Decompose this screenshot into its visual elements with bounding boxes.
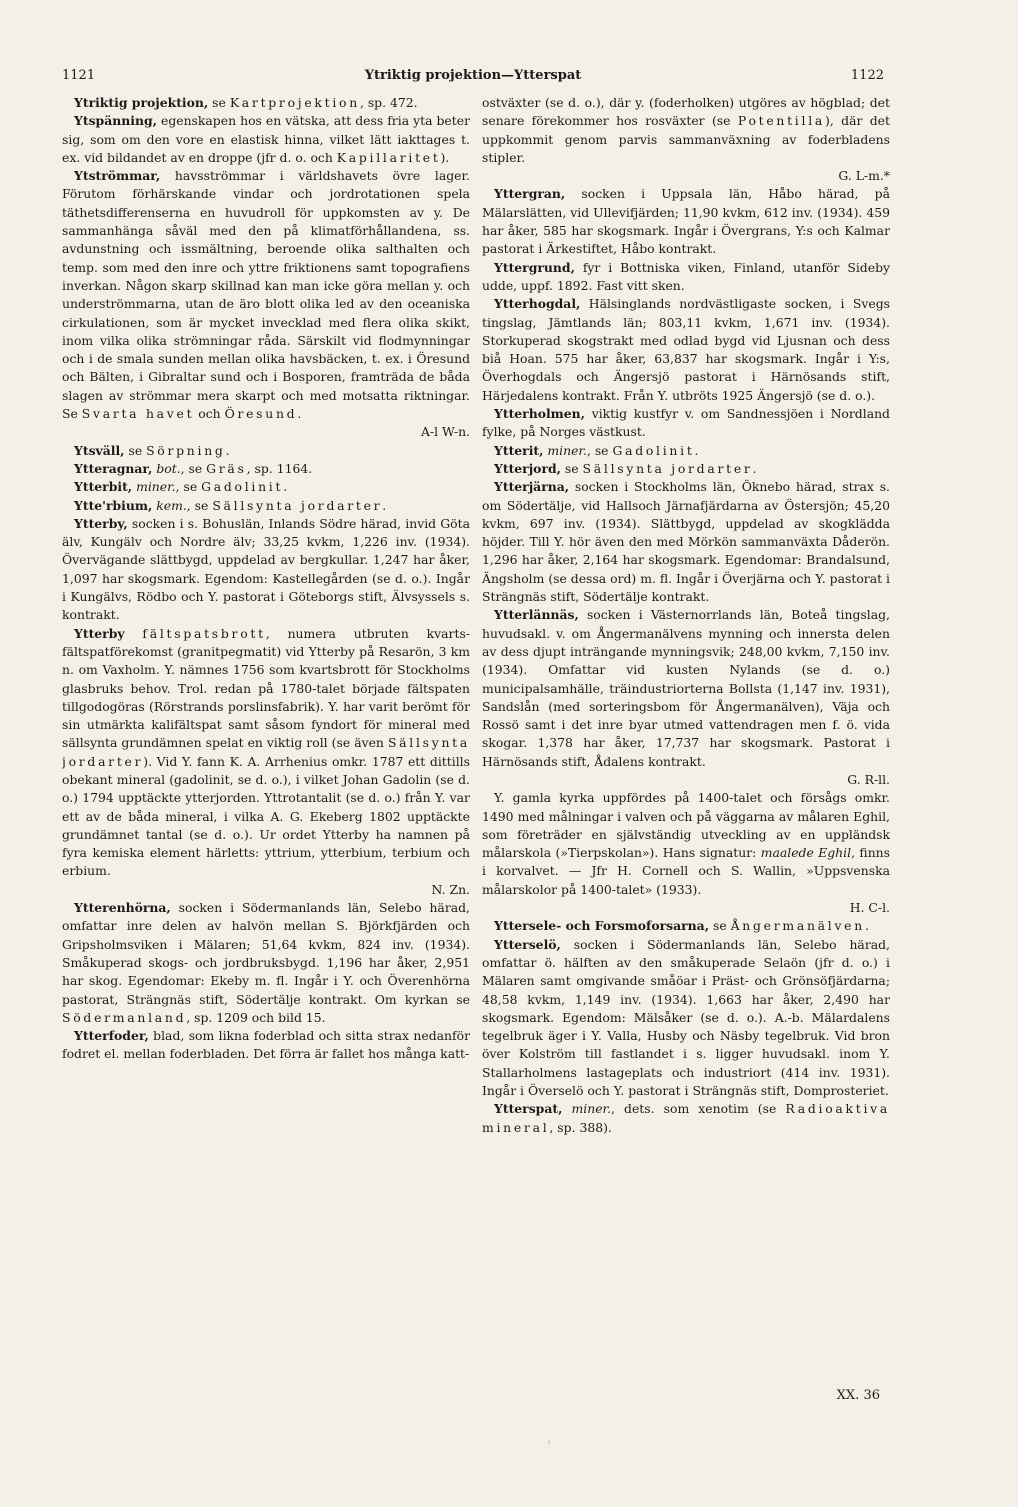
entry-text bbox=[125, 626, 143, 641]
entry-headword: Ytterspat, bbox=[494, 1101, 563, 1117]
entry-text: se bbox=[124, 442, 147, 458]
dictionary-entry bbox=[62, 497, 470, 515]
entry-text: socken i Västernorrlands län, Boteå tingslag, huvudsakl. v. om Ångermanälvens mynning och innersta delen av dess djupt inträngande mynningsvik; 248,00 kvkm, 7,150 inv. (1934). Omfattar vid kusten Nylands (se d. o.) municipalsamhälle, träindustriorterna Bollsta (1,147 inv. 1931), Sandslån (med sorteringsbom för Ångermanälven), Väja och Rossö samt i det inre byar utmed vattendragen men f. ö. vida skogar. 1,378 har åker, 17,737 har skogsmark. Pastorat i Härnösands stift, Ådalens kontrakt. bbox=[482, 607, 890, 769]
dictionary-entry bbox=[482, 936, 890, 1101]
entry-category: miner. bbox=[571, 1101, 612, 1117]
dictionary-entry bbox=[62, 460, 470, 478]
dictionary-entry bbox=[482, 917, 890, 935]
cross-reference: Gadolinit bbox=[201, 479, 284, 495]
cross-reference: Svarta havet bbox=[81, 406, 195, 422]
entry-text: . bbox=[283, 479, 288, 495]
cross-reference: Ångermanälven bbox=[730, 918, 865, 934]
entry-headword: Ytterby, bbox=[74, 515, 128, 531]
entry-text: ostväxter (se d. o.), där y. (foderholken) utgöres av högblad; det senare förekommer hos rosväxter (se bbox=[482, 95, 890, 129]
entry-headword: Ytterfoder, bbox=[74, 1028, 149, 1044]
right-column bbox=[482, 94, 890, 1394]
cross-reference: Radioaktiva mineral bbox=[482, 1101, 890, 1135]
entry-text: , sp. 1164. bbox=[246, 460, 313, 476]
sheet-signature: XX. 36 bbox=[836, 1388, 880, 1403]
entry-category: miner. bbox=[136, 479, 176, 495]
author-signature: H. C-l. bbox=[849, 900, 890, 916]
dictionary-entry bbox=[62, 478, 470, 496]
entry-text: socken i Uppsala län, Håbo härad, på Mälarslätten, vid Ullevifjärden; 11,90 kvkm, 612 inv. (1934). 459 har åker, 585 har skogsmark. Ingår i Övergrans, Y:s och Kalmar pastorat i Ärkestiftet, Håbo kontrakt. bbox=[482, 186, 890, 257]
entry-headword: Ytterselö, bbox=[494, 936, 561, 952]
entry-text: blad, som likna foderblad och sitta strax nedanför fodret el. mellan foderbladen. Det förra är fallet hos många katt- bbox=[62, 1028, 470, 1062]
running-title: Ytriktig projektion—Ytterspat bbox=[364, 68, 582, 83]
cross-reference: Öresund bbox=[224, 406, 298, 422]
cross-reference: Gräs bbox=[206, 460, 247, 476]
dictionary-entry bbox=[62, 94, 470, 112]
author-signature: G. R-ll. bbox=[847, 771, 890, 787]
dictionary-entry bbox=[482, 295, 890, 405]
entry-text: socken i Stockholms län, Öknebo härad, strax s. om Södertälje, vid Hallsoch Järnafjärdarna av Östersjön; 45,20 kvkm, 697 inv. (1934). Slättbygd, uppdelad av skogklädda höjder. Till Y. hör även den med Mörkön sammanväxta Dåderön. 1,296 har åker, 2,164 har skogsmark. Egendomar: Brandalsund, Ängsholm (se dessa ord) m. fl. Ingår i Överjärna och Y. pastorat i Strängnäs stift, Södertälje kontrakt. bbox=[482, 479, 890, 605]
entry-text: se bbox=[560, 460, 583, 476]
dictionary-entry bbox=[482, 1100, 890, 1137]
entry-text: . bbox=[694, 442, 699, 458]
cross-reference: Sällsynta jordarter bbox=[212, 497, 383, 513]
entry-text: , se bbox=[186, 497, 213, 513]
dictionary-entry bbox=[482, 405, 890, 442]
dictionary-entry bbox=[482, 94, 890, 185]
dictionary-entry bbox=[62, 515, 470, 625]
entry-quote: maalede Eghil bbox=[760, 845, 852, 861]
author-signature: N. Zn. bbox=[431, 881, 470, 897]
dictionary-entry bbox=[482, 185, 890, 258]
entry-text: . bbox=[382, 497, 387, 513]
entry-category: kem. bbox=[156, 497, 187, 513]
entry-headword: Ytterit, bbox=[494, 442, 544, 458]
entry-text: socken i Södermanlands län, Selebo härad, omfattar ö. hälften av den småkuperade Selaön (jfr d. o.) i Mälaren samt omgivande småöar i Präst- och Grönsöfjärdarna; 48,58 kvkm, 1,149 inv. (1934). 1,663 har åker, 2,490 har skogsmark. Egendom: Mälsåker (se d. o.). A.-b. Mälardalens tegelbruk äger i Y. Valla, Husby och Näsby tegelbruk. Vid bron över Kolström till fastlandet i s. ligger huvudsakl. inom Y. Stallarholmens lastageplats och industriort (414 inv. 1931). Ingår i Överselö och Y. pastorat i Strängnäs stift, Domprosteriet. bbox=[482, 936, 890, 1099]
entry-text: , sp. 1209 och bild 15. bbox=[186, 1009, 326, 1025]
entry-category: miner. bbox=[547, 442, 587, 458]
stray-mark: ᵢ bbox=[548, 1436, 551, 1447]
left-page-number: 1121 bbox=[62, 68, 96, 83]
entry-text: , dets. som xenotim (se bbox=[611, 1101, 786, 1117]
entry-text: . bbox=[864, 918, 869, 934]
entry-text: viktig kustfyr v. om Sandnessjöen i Nordland fylke, på Norges västkust. bbox=[482, 406, 890, 440]
entry-headword: Ytterhogdal, bbox=[494, 296, 581, 312]
entry-text: , se bbox=[180, 460, 207, 476]
entry-text: socken i s. Bohuslän, Inlands Södre härad, invid Göta älv, Kungälv och Nordre älv; 33,25 kvkm, 1,226 inv. (1934). Övervägande slättbygd, uppdelad av bergkullar. 1,247 har åker, 1,097 har skogsmark. Egendom: Kastellegården (se d. o.). Ingår i Kungälvs, Rödbo och Y. pastorat i Göteborgs stift, Älvsyssels s. kontrakt. bbox=[62, 515, 470, 623]
dictionary-entry bbox=[482, 442, 890, 460]
dictionary-entry bbox=[482, 478, 890, 606]
dictionary-entry bbox=[62, 167, 470, 441]
cross-reference: Kartprojektion bbox=[229, 95, 360, 110]
dictionary-entry bbox=[62, 625, 470, 899]
dictionary-entry bbox=[482, 460, 890, 478]
entry-text: , numera utbruten kvarts-fältspatförekomst (granitpegmatit) vid Ytterby på Resarön, 3 km n. om Vaxholm. Y. nämnes 1756 som kvartsbrott för Stockholms glasbruks behov. Trol. redan på 1780-talet började fältspaten tillgodogöras (Rörstrands porslinsfabrik). Y. har varit berömt för sin utmärkta kalifältspat samt såsom fyndort för mineral med sällsynta grundämnen spelat en viktig roll (se även bbox=[62, 625, 470, 751]
dictionary-entry bbox=[62, 112, 470, 167]
entry-headword: Ytspänning, bbox=[74, 113, 157, 129]
dictionary-entry bbox=[482, 606, 890, 789]
entry-text: se bbox=[208, 95, 230, 110]
entry-text: , sp. 472. bbox=[359, 95, 418, 110]
cross-reference: Potentilla bbox=[737, 113, 825, 129]
entry-text: och bbox=[194, 406, 225, 422]
entry-text: havsströmmar i världshavets övre lager. Förutom förhärskande vindar och jordrotationen spela täthetsdifferenserna en huvudroll för uppkomsten av y. De sammanhänga såväl med den på klimatförhållandena, ss. avdunstning och issmältning, beroende olika salthalten och temp. som med den inre och yttre friktionens samt topografiens inverkan. Någon skarp skillnad kan man icke göra mellan y. och underströmmarna, utan de äro blott olika led av den oceaniska cirkulationen, som är mycket invecklad med flera olika skikt, inom vilka olika strömningar råda. Särskilt vid flodmynningar och i de smala sunden mellan olika havsbäcken, t. ex. i Öresund och Bälten, i Gibraltar sund och i Bosporen, framträda de båda slagen av strömmar mera skarpt och med motsatta riktningar. Se bbox=[62, 168, 470, 422]
entry-headword: Ytteragnar, bbox=[74, 460, 153, 476]
dictionary-entry bbox=[482, 259, 890, 296]
cross-reference: fältspatsbrott bbox=[142, 625, 266, 641]
entry-headword: Yttergran, bbox=[494, 186, 566, 202]
entry-text: , sp. 388). bbox=[549, 1119, 612, 1135]
entry-text: . bbox=[752, 460, 757, 476]
entry-text: , se bbox=[586, 442, 613, 458]
author-signature: A-l W-n. bbox=[421, 424, 470, 440]
entry-text: egenskapen hos en vätska, att dess fria yta beter sig, som om den vore en elastisk hinna, vilket lätt iakttages t. ex. vid bildandet av en droppe (jfr d. o. och bbox=[62, 113, 470, 165]
entry-text: Hälsinglands nordvästligaste socken, i Svegs tingslag, Jämtlands län; 803,11 kvkm, 1,671 inv. (1934). Storkuperad skogstrakt med odlad bygd vid Ljusnan och dess biå Hoan. 575 har åker, 63,837 har skogsmark. Ingår i Y:s, Överhogdals och Ängersjö pastorat i Härnösands stift, Härjedalens kontrakt. Från Y. utbröts 1925 Ängersjö (se d. o.). bbox=[482, 296, 890, 403]
entry-text: ), där det uppkommit genom parvis sammanväxning av foderbladens stipler. bbox=[482, 113, 890, 165]
entry-headword: Ytterenhörna, bbox=[74, 900, 171, 916]
cross-reference: Kapillaritet bbox=[336, 149, 441, 165]
entry-headword: Ytterbit, bbox=[74, 479, 133, 495]
entry-text: fyr i Bottniska viken, Finland, utanför Sideby udde, uppf. 1892. Fast vitt sken. bbox=[482, 259, 890, 293]
entry-headword: Ytte'rbium, bbox=[74, 497, 153, 513]
entry-headword: Ytterjord, bbox=[494, 460, 561, 476]
cross-reference: Södermanland bbox=[62, 1009, 187, 1025]
author-signature: G. L-m.* bbox=[838, 168, 890, 184]
dictionary-entry bbox=[62, 1027, 470, 1064]
entry-headword: Ytterlännäs, bbox=[494, 607, 579, 623]
entry-text: . bbox=[297, 406, 302, 422]
entry-headword: Yttergrund, bbox=[494, 259, 575, 275]
dictionary-entry bbox=[62, 442, 470, 460]
right-page-number: 1122 bbox=[850, 68, 884, 83]
entry-text: socken i Södermanlands län, Selebo härad, omfattar inre delen av halvön mellan S. Björkfjärden och Gripsholmsviken i Mälaren; 51,64 kvkm, 824 inv. (1934). Småkuperad skogs- och jordbruksbygd. 1,196 har åker, 2,951 har skog. Egendomar: Ekeby m. fl. Ingår i Y. och Överenhörna pastorat, Strängnäs stift, Södertälje kontrakt. Om kyrkan se bbox=[62, 900, 470, 1007]
entry-headword: Ytriktig projektion, bbox=[74, 95, 209, 110]
entry-text: Y. gamla kyrka uppfördes på 1400-talet och försågs omkr. 1490 med målningar i valven och på väggarna av målaren Eghil, som företräder en självständig utveckling av en uppländsk målarskola (»Tierpskolan»). Hans signatur: bbox=[482, 790, 890, 861]
entry-headword: Yttersele- och Forsmoforsarna, bbox=[494, 918, 710, 934]
entry-text: . bbox=[225, 442, 230, 458]
cross-reference: Sällsynta jordarter bbox=[582, 460, 753, 476]
entry-headword: Ytsväll, bbox=[74, 442, 125, 458]
page-header bbox=[62, 64, 884, 88]
entry-headword: Ytterholmen, bbox=[494, 406, 585, 422]
dictionary-entry bbox=[62, 899, 470, 1027]
dictionary-entry bbox=[482, 789, 890, 917]
entry-headword: Ytterby bbox=[74, 625, 125, 641]
cross-reference: Sörpning bbox=[146, 442, 226, 458]
cross-reference: Gadolinit bbox=[612, 442, 695, 458]
entry-text: ). Vid Y. fann K. A. Arrhenius omkr. 1787 ett dittills obekant mineral (gadolinit, se d. o.), i vilket Johan Gadolin (se d. o.) 1794 upptäckte ytterjorden. Yttrotantalit (se d. o.) från Y. var ett av de båda mineral, i vilka A. G. Ekeberg 1802 upptäckte grundämnet tantal (se d. o.). Ur ordet Ytterby ha namnen på fyra kemiska element härletts: yttrium, ytterbium, terbium och erbium. bbox=[62, 753, 470, 879]
entry-headword: Ytströmmar, bbox=[74, 168, 161, 184]
entry-text: , se bbox=[175, 479, 202, 495]
entry-text: , finns i korvalvet. — Jfr H. Cornell och S. Wallin, »Uppsvenska målarskolor på 1400-talet» (1933). bbox=[482, 845, 890, 897]
left-column bbox=[62, 94, 470, 1416]
entry-text: ). bbox=[440, 149, 450, 165]
cross-reference: Sällsynta jordarter bbox=[62, 735, 470, 769]
entry-text: se bbox=[709, 918, 731, 934]
entry-headword: Ytterjärna, bbox=[494, 479, 570, 495]
entry-category: bot. bbox=[156, 460, 181, 476]
